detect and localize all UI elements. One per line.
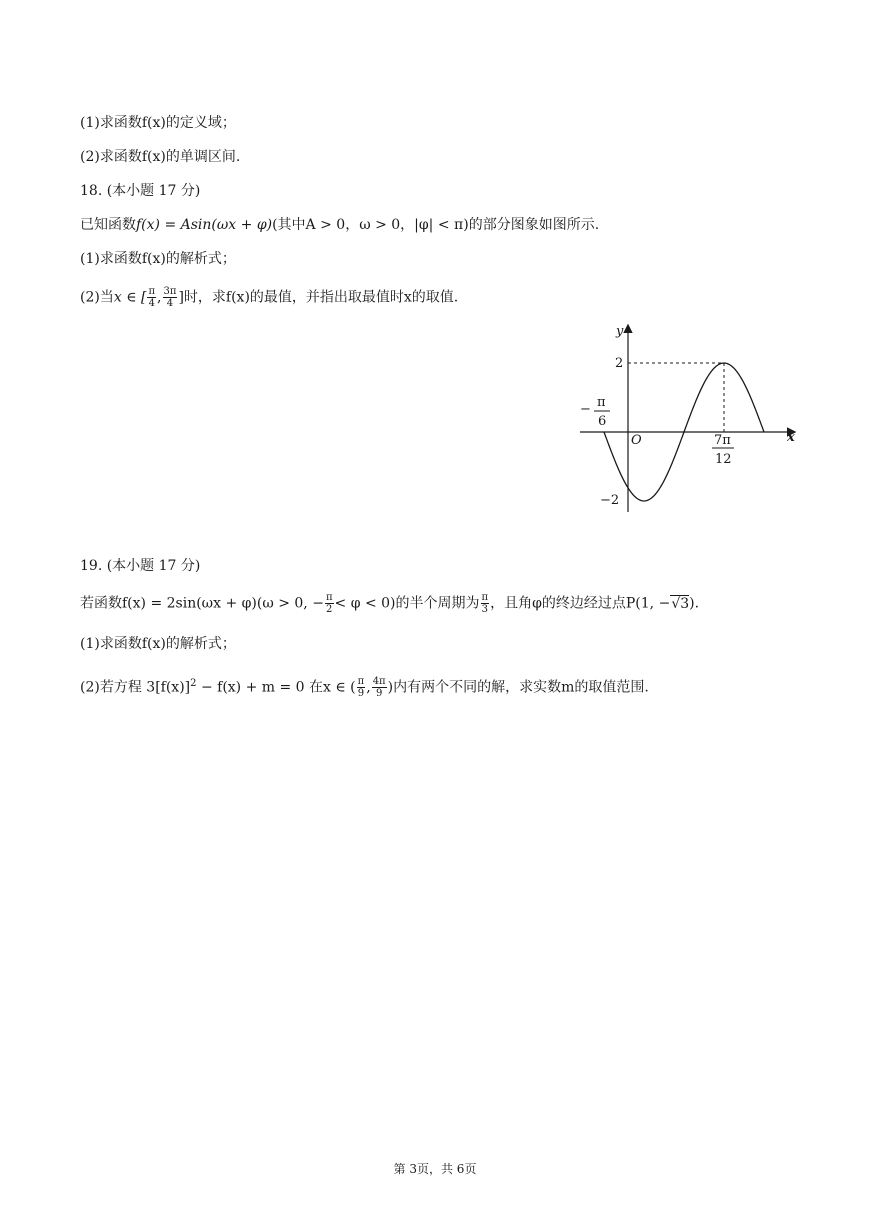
q18-frac-b-num: 3π: [163, 286, 177, 297]
q18-stem: [80, 215, 599, 235]
q18-part2: (2)当x ∈ [ $\frac{\pi}{4}$ , $\frac{3\pi}{4}$ ]时，求f(x)的最值，并指出取最值时x的取值.: [80, 286, 459, 309]
q18-frac-a-num: π: [148, 286, 156, 297]
q19-frac-a: [357, 676, 366, 699]
x-tick-right-den: 12: [715, 452, 732, 467]
q18-frac-a-den: 4: [148, 298, 155, 309]
y-tick-top: 2: [615, 356, 624, 371]
q19-frac-a-den: 9: [357, 688, 365, 700]
q17-part2: (2)求函数f(x)的单调区间.: [80, 149, 241, 165]
q19-stem-sqrt-val: 3: [680, 595, 690, 612]
q19-frac-period-num: π: [481, 592, 489, 603]
q19-frac-b-num: 4π: [372, 676, 386, 688]
q18-frac-b: [163, 286, 178, 309]
q19-part1: (1)求函数f(x)的解析式；: [80, 636, 236, 652]
q19-frac-b: [372, 676, 387, 699]
q19-part2: (2)若方程 $3[f(x)]^2 - f(x) + m = 0$ 在x ∈ ( $\frac{\pi}{9}$ , $\frac{4\pi}{9}$ )内有两个不同的解，求实数m的取值范围.: [80, 676, 649, 700]
q18-header: 18. (本小题 17 分): [80, 183, 201, 199]
q19-part2-pre: (2)若方程 3[f(x)]: [80, 679, 191, 696]
q19-frac-period-den: 3: [481, 604, 488, 615]
q19-frac-a-num: π: [357, 676, 365, 688]
y-axis-label: y: [616, 324, 624, 339]
q19-frac-period: [481, 592, 490, 615]
x-tick-left-sign: −: [580, 402, 591, 417]
q19-stem-post: ，且角φ的终边经过点P(1, −: [490, 595, 671, 612]
q18-part2-pre: (2)当: [80, 289, 114, 306]
q19-frac-phi-num: π: [325, 592, 333, 603]
q18-part2-post: ]时，求f(x)的最值，并指出取最值时x的取值.: [178, 289, 459, 306]
q18-part2-var: x ∈ [: [113, 289, 147, 306]
sine-graph: [570, 318, 810, 518]
q19-stem-sqrt: √3: [671, 595, 690, 612]
q19-frac-phi-den: 2: [326, 604, 333, 615]
q19-header: 19. (本小题 17 分): [80, 558, 201, 574]
q19-stem-end: ).: [689, 595, 700, 612]
x-tick-left-num: π: [597, 395, 606, 410]
q19-part2-post: )内有两个不同的解，求实数m的取值范围.: [387, 679, 649, 696]
q19-part2-sup: 2: [190, 678, 197, 689]
q19-frac-phi: [325, 592, 334, 615]
q18-stem-post: 的部分图象如图所示.: [468, 217, 600, 233]
q19-frac-b-den: 9: [375, 688, 383, 700]
q19-stem-mid: < φ < 0)的半个周期为: [334, 595, 480, 612]
x-tick-right-num: 7π: [714, 433, 731, 448]
q18-stem-cond: (其中A > 0，ω > 0，|φ| < π): [272, 217, 469, 233]
page-footer: 第 3页，共 6页: [393, 1162, 477, 1176]
q18-frac-b-den: 4: [166, 298, 174, 309]
q19-stem: [80, 592, 699, 615]
q18-stem-pre: 已知函数: [80, 217, 136, 233]
q18-frac-a: [147, 286, 156, 309]
origin-label: O: [631, 433, 642, 448]
q17-part1: (1)求函数f(x)的定义域；: [80, 115, 236, 131]
x-tick-left-den: 6: [598, 414, 607, 429]
y-tick-bottom: −2: [600, 493, 620, 508]
x-axis-label: x: [787, 430, 795, 445]
q18-part1: (1)求函数f(x)的解析式；: [80, 251, 236, 267]
q19-stem-pre: 若函数f(x) = 2sin(ωx + φ)(ω > 0, −: [80, 595, 324, 612]
q19-part2-mid: − f(x) + m = 0 在x ∈ (: [196, 679, 356, 696]
q18-stem-func: f(x) = Asin(ωx + φ): [136, 217, 273, 233]
